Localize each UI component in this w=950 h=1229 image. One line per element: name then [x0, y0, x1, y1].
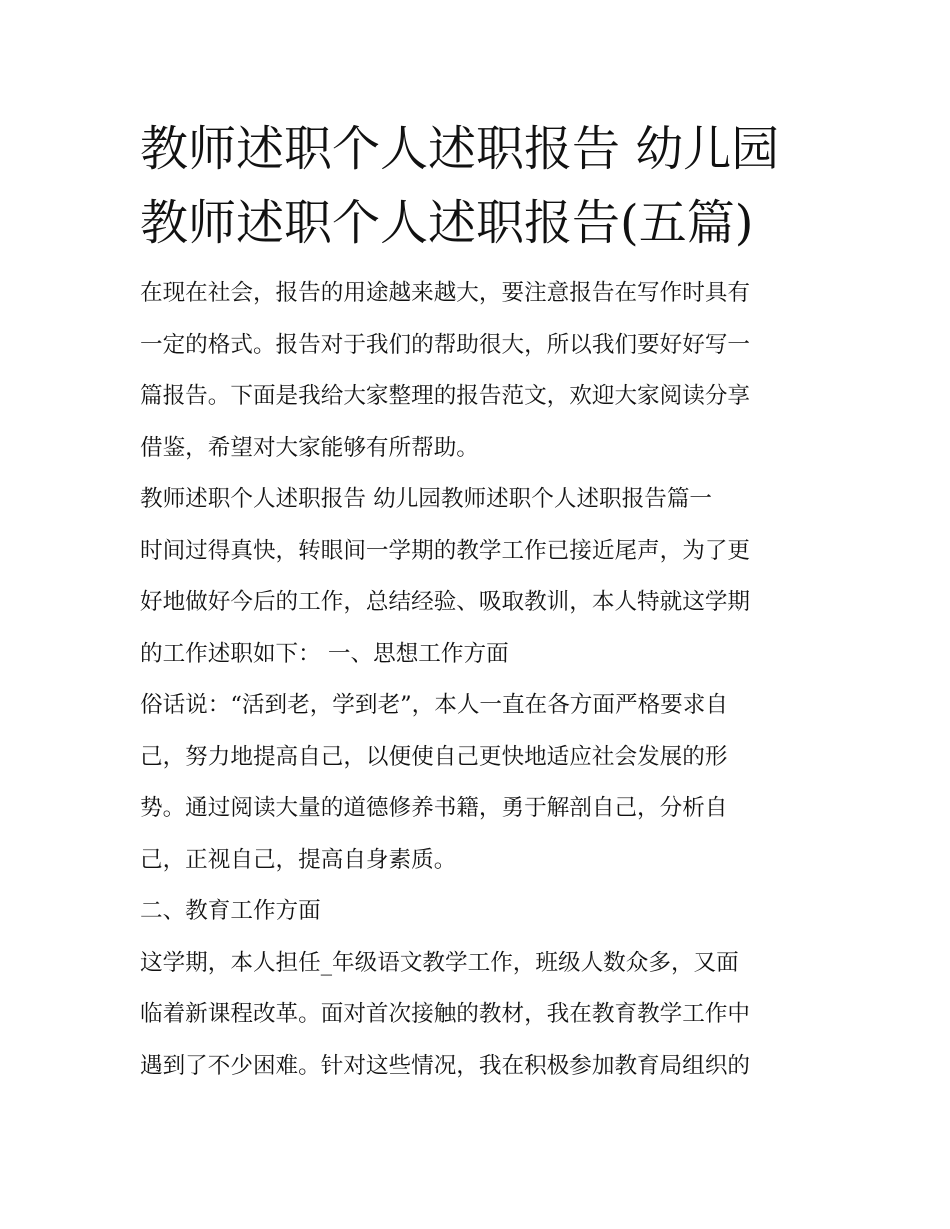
paragraph-line: 己，努力地提高自己，以便使自己更快地适应社会发展的形 [140, 743, 728, 770]
document-title [140, 112, 816, 260]
paragraph-line: 好地做好今后的工作，总结经验、吸取教训，本人特就这学期 [140, 589, 751, 615]
paragraph-line: 借鉴，希望对大家能够有所帮助。 [140, 434, 479, 461]
paragraph-line: 的工作述职如下： 一、思想工作方面 [140, 640, 509, 667]
paragraph-line: 遇到了不少困难。针对这些情况，我在积极参加教育局组织的 [140, 1052, 751, 1079]
section-heading-education [140, 886, 816, 938]
paragraph-line: 这学期，本人担任_年级语文教学工作，班级人数众多，又面 [140, 949, 739, 976]
paragraph-ideology [140, 680, 816, 886]
section-heading-article-one [140, 474, 816, 526]
paragraph-line: 势。通过阅读大量的道德修养书籍，勇于解剖自己，分析自 [140, 795, 728, 821]
document-page [140, 112, 816, 1092]
title-line-1: 教师述职个人述职报告 幼儿园 [140, 121, 780, 177]
paragraph-line: 篇报告。下面是我给大家整理的报告范文，欢迎大家阅读分享 [140, 383, 751, 409]
paragraph-line: 二、教育工作方面 [140, 898, 321, 924]
paragraph-line: 俗话说：“活到老，学到老”，本人一直在各方面严格要求自 [140, 692, 728, 718]
paragraph-line: 临着新课程改革。面对首次接触的教材，我在教育教学工作中 [140, 1001, 751, 1027]
intro-paragraph [140, 268, 816, 474]
paragraph-opening [140, 526, 816, 681]
paragraph-line: 时间过得真快，转眼间一学期的教学工作已接近尾声，为了更 [140, 537, 751, 564]
paragraph-line: 己，正视自己，提高自身素质。 [140, 846, 457, 873]
title-line-2: 教师述职个人述职报告(五篇) [140, 195, 754, 251]
paragraph-teaching [140, 938, 816, 1093]
paragraph-line: 一定的格式。报告对于我们的帮助很大，所以我们要好好写一 [140, 331, 751, 358]
document-body [140, 268, 816, 1092]
paragraph-line: 教师述职个人述职报告 幼儿园教师述职个人述职报告篇一 [140, 486, 713, 512]
paragraph-line: 在现在社会，报告的用途越来越大，要注意报告在写作时具有 [140, 280, 751, 306]
